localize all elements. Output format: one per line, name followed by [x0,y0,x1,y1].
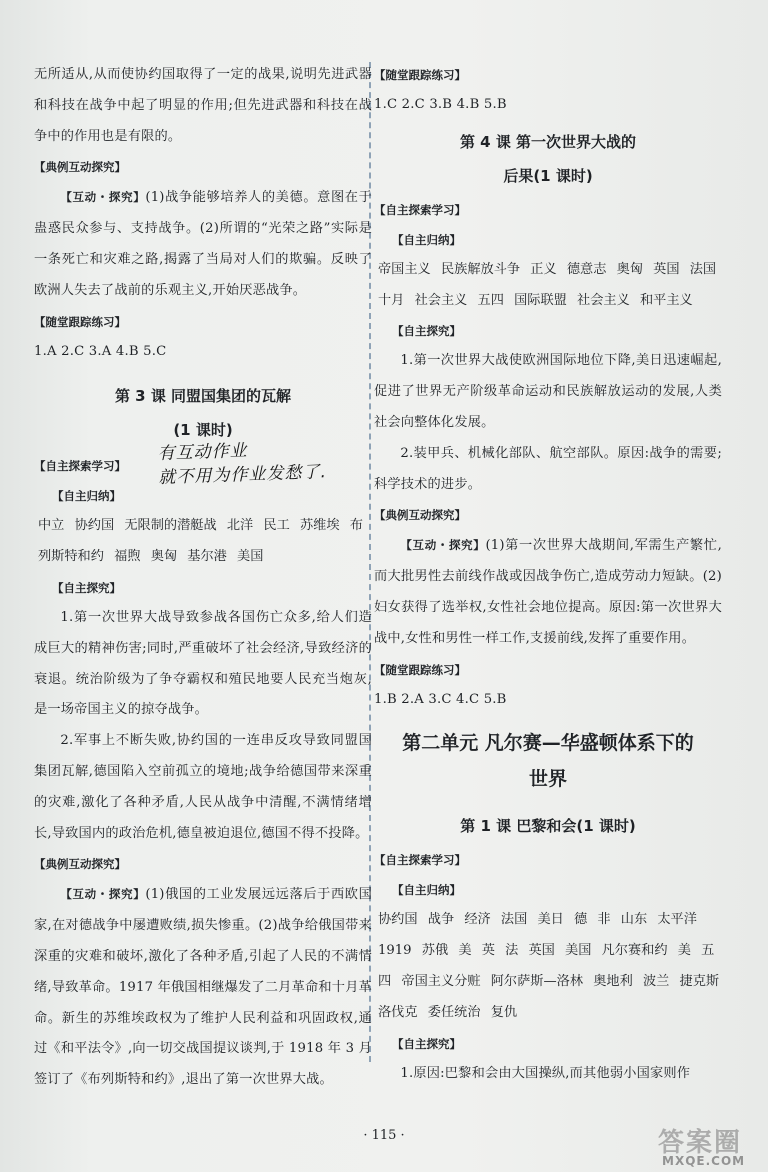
watermark-text: 答案圈 [658,1128,743,1158]
section-typical-heading: 【典例互动探究】 [34,160,126,175]
answers-1: 1.A 2.C 3.A 4.B 5.C [34,343,167,359]
right-section-self-study-heading: 【自主探索学习】 [374,202,466,217]
keywords-list: 中立 协约国 无限制的潜艇战 北洋 民工 苏维埃 布列斯特和约 福煦 奥匈 基尔港 美国 [38,518,363,565]
right-keywords-list: 帝国主义 民族解放斗争 正义 德意志 奥匈 英国 法国 十月 社会主义 五四 国际联盟 社会主义 和平主义 [378,261,717,308]
lesson1-title: 第 1 课 巴黎和会(1 课时) [460,817,636,836]
explore-answer-2: 2.军事上不断失败,协约国的一连串反攻导致同盟国集团瓦解,德国陷入空前孤立的境地;战争给德国带来深重的灾难,激化了各种矛盾,人民从战争中清醒,不满情绪增长,导致国内的政治危机,德皇被迫退位,德国不得不投降。 [34,733,372,841]
right-interact-text: (1)第一次世界大战期间,军需生产繁忙,而大批男性去前线作战或因战争伤亡,造成劳动力短缺。(2)妇女获得了选举权,女性社会地位提高。原因:第一次世界大战中,女性和男性一样工作,支援前线,发挥了重要作用。 [374,538,722,646]
right-keywords-list-2: 协约国 战争 经济 法国 美日 德 非 山东 太平洋 1919 苏俄 美 英 法 英国 美国 凡尔赛和约 美 五四 帝国主义分赃 阿尔萨斯—洛林 奥地利 波兰 捷克斯洛伐克 委任统治 复仇 [378,912,720,1020]
lesson4-title-line2: 后果(1 课时) [503,166,593,185]
watermark-logo [648,1118,768,1172]
lesson4-title-line1: 第 4 课 第一次世界大战的 [459,132,637,151]
right-explore-answer-1: 1.第一次世界大战使欧洲国际地位下降,美日迅速崛起,促进了世界无产阶级革命运动和民族解放运动的发展,人类社会向整体化发展。 [374,353,722,430]
interact-text: (1)战争能够培养人的美德。意图在于蛊惑民众参与、支持战争。(2)所谓的“光荣之路”实际是一条死亡和灾难之路,揭露了当局对人们的欺骗。反映了欧洲人失去了战前的乐观主义,开始厌恶战争。 [34,190,373,298]
right-sub-explore-heading: 【自主探究】 [392,324,461,339]
sub-summary-heading: 【自主归纳】 [52,489,121,504]
interact-text-2: (1)俄国的工业发展远远落后于西欧国家,在对德战争中屡遭败绩,损失惨重。(2)战争给俄国带来深重的灾难和破坏,激化了各种矛盾,引起了人民的不满情绪,导致革命。1917 年俄国相继爆发了二月革命和十月革命。新生的苏维埃政权为了维护人民利益和巩固政权,通过《和平法令》,向一切交战国提议谈判,于 1918 年 3 月签订了《布列斯特和约》,退出了第一次世界大战。 [34,887,373,1088]
right-explore-answer-2: 2.装甲兵、机械化部队、航空部队。原因:战争的需要;科学技术的进步。 [374,445,722,492]
handwriting-line-2: 就不用为作业发愁了. [158,462,328,489]
handwritten-note [157,434,389,490]
right-section-follow-heading-2: 【随堂跟踪练习】 [374,662,466,677]
section-typical-heading-2: 【典例互动探究】 [34,857,126,872]
right-column [374,60,722,1089]
lesson3-title: 第 3 课 同盟国集团的瓦解 [114,387,292,406]
section-self-study-heading: 【自主探索学习】 [34,459,126,474]
answers-2: 1.B 2.A 3.C 4.C 5.B [374,691,507,707]
left-column [34,60,372,1096]
right-interact-paragraph [374,530,722,654]
interact-label: 【互动・探究】 [60,190,146,205]
interact-label-2: 【互动・探究】 [60,887,146,902]
right-section-self-study-heading-2: 【自主探索学习】 [374,853,466,868]
sub-explore-heading: 【自主探究】 [52,580,121,595]
interact-paragraph-2 [34,879,372,1096]
intro-paragraph: 无所适从,从而使协约国取得了一定的战果,说明先进武器和科技在战争中起了明显的作用;但先进武器和科技在战争中的作用也是有限的。 [34,67,372,144]
right-sub-explore-heading-2: 【自主探究】 [392,1036,461,1051]
handwriting-line-1: 有互动作业 [157,440,248,465]
lesson3-hours: (1 课时) [173,421,233,440]
right-sub-summary-heading: 【自主归纳】 [392,232,461,247]
page-number: · 115 · [363,1128,405,1143]
watermark-url: MXQE.COM [662,1154,746,1168]
section-follow-heading: 【随堂跟踪练习】 [34,314,126,329]
interact-paragraph [34,182,372,306]
right-section-follow-heading: 【随堂跟踪练习】 [374,68,466,82]
explore-answer-1: 1.第一次世界大战导致参战各国伤亡众多,给人们造成巨大的精神伤害;同时,严重破坏了社会经济,导致经济的衰退。统治阶级为了争夺霸权和殖民地要人民充当炮灰,是一场帝国主义的掠夺战争。 [34,609,372,718]
unit2-title-line2: 世界 [528,768,567,791]
right-section-typical-heading: 【典例互动探究】 [374,508,466,523]
right-sub-summary-heading-2: 【自主归纳】 [392,883,461,898]
right-interact-label: 【互动・探究】 [400,538,486,553]
unit2-title-line1: 第二单元 凡尔赛—华盛顿体系下的 [402,732,694,755]
answers-0: 1.C 2.C 3.B 4.B 5.B [374,97,507,112]
right-explore-last: 1.原因:巴黎和会由大国操纵,而其他弱小国家则作 [400,1065,691,1081]
